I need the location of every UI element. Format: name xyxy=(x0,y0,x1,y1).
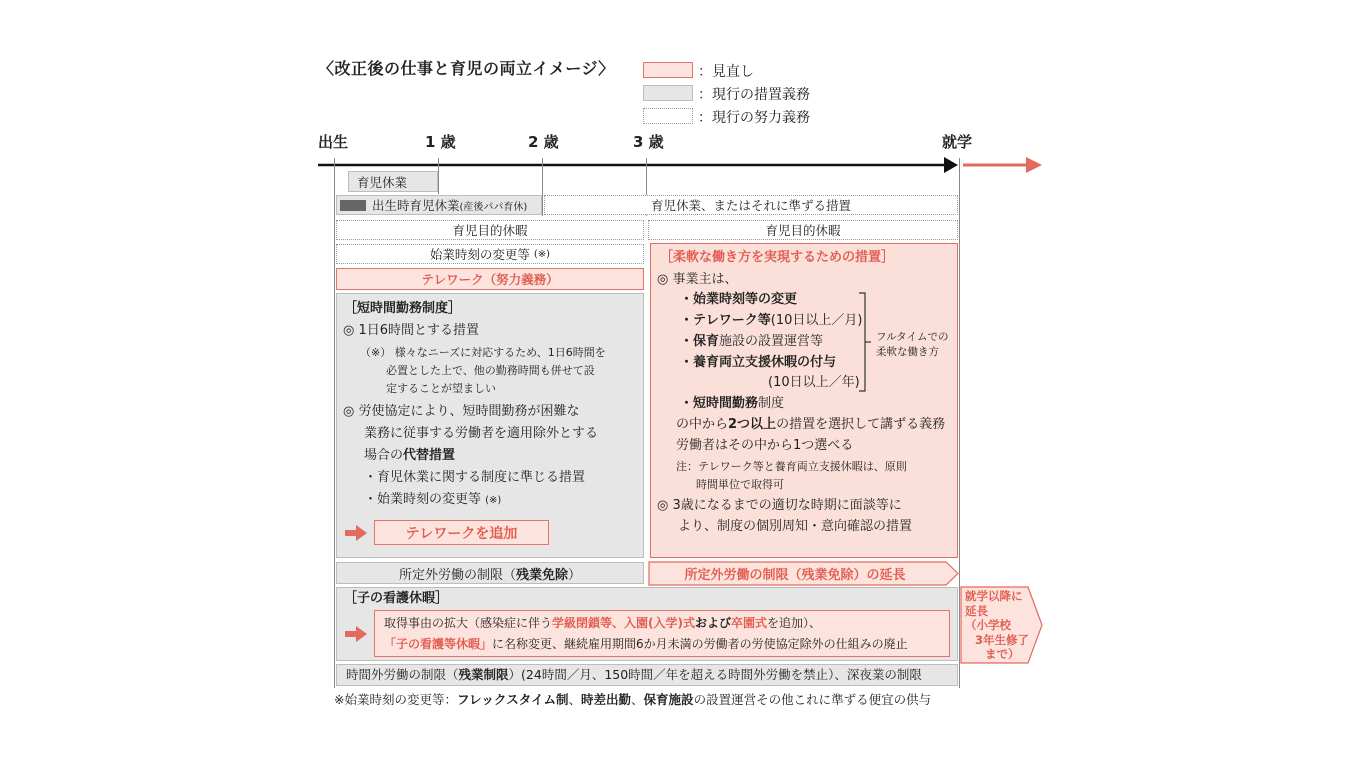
nursing-l1-e: を追加）、 xyxy=(767,616,822,630)
nursing-l2-b: に名称変更、継続雇用期間6か月未満の労働者の労使協定除外の仕組みの廃止 xyxy=(492,637,908,651)
overtime-limit-left xyxy=(336,562,644,584)
tick-age1 xyxy=(438,158,439,194)
legend-swatch-revision xyxy=(643,62,693,78)
short-hours-sub2-label: ・始業時刻の変更等 xyxy=(364,492,482,507)
footnote-b1: フレックスタイム制 xyxy=(456,692,569,707)
flexible-opt4-rest: (10日以上／年) xyxy=(768,375,860,390)
short-hours-item2-l1: ◎ 労使協定により、短時間勤務が困難な xyxy=(343,404,580,419)
arrow-right-icon xyxy=(345,625,369,643)
flexible-opt3-rest: 施設の設置運営等 xyxy=(719,334,824,349)
extend-l1: 就学以降に xyxy=(965,589,1023,603)
extend-l5: まで） xyxy=(985,647,1020,661)
bracket-note-l1: フルタイムでの xyxy=(876,331,949,343)
short-hours-item2-l3 xyxy=(364,446,455,466)
flexible-opt5-bold: ・短時間勤務 xyxy=(680,396,759,411)
legend-label-obligation: ：現行の措置義務 xyxy=(698,87,810,103)
footnote-b2: 時差出勤 xyxy=(581,692,632,707)
timeline-age3: 3 歳 xyxy=(633,133,664,151)
flexible-opt2-rest: (10日以上／月) xyxy=(770,313,863,328)
overtime-bottom-bold: 残業制限 xyxy=(458,667,509,682)
short-hours-item2-l2: 業務に従事する労働者を適用除外とする xyxy=(364,426,599,441)
flexible-opt4: ・養育両立支援休暇の付与 xyxy=(680,355,837,370)
start-time-change-label: 始業時刻の変更等 xyxy=(429,247,530,262)
nursing-l1-c: および xyxy=(695,616,732,630)
nursing-line2 xyxy=(384,634,908,654)
overtime-left-pre: 所定外労働の制限（ xyxy=(398,567,516,583)
birth-leave-label: 出生時育児休業 xyxy=(372,198,460,213)
tick-age2 xyxy=(542,158,543,216)
short-hours-sub1: ・育児休業に関する制度に準じる措置 xyxy=(364,470,586,485)
short-hours-item2-l3-bold: 代替措置 xyxy=(403,448,456,463)
flexible-interview-l2: より、制度の個別周知・意向確認の措置 xyxy=(678,519,913,534)
nursing-l1-b: 学級閉鎖等、入園(入学)式 xyxy=(552,616,695,630)
flexible-choose-pre: の中から xyxy=(676,417,729,432)
flexible-heading: ［柔軟な働き方を実現するための措置］ xyxy=(660,250,895,265)
flexible-opt3-bold: ・保育 xyxy=(680,334,720,349)
flexible-opt2-bold: ・テレワーク等 xyxy=(680,313,771,328)
timeline-school: 就学 xyxy=(942,133,973,151)
childcare-leave-label: 育児休業 xyxy=(357,174,408,190)
leave-or-equivalent: 育児休業、またはそれに準ずる措置 xyxy=(544,195,958,215)
timeline-age2: 2 歳 xyxy=(528,133,559,151)
short-hours-heading: ［短時間勤務制度］ xyxy=(344,301,462,316)
short-hours-note2: 必置とした上で、他の勤務時間も併せて設 xyxy=(386,364,595,377)
birth-leave-text xyxy=(372,195,527,215)
flexible-opt1: ・始業時刻等の変更 xyxy=(680,292,798,307)
flexible-note-l1: 注：テレワーク等と養育両立支援休暇は、原則 xyxy=(676,460,907,473)
overtime-bottom-text xyxy=(346,665,922,685)
flexible-interview-l1: ◎ 3歳になるまでの適切な時期に面談等に xyxy=(657,498,902,513)
extend-l2: 延長 xyxy=(965,603,988,618)
page-title: 〈改正後の仕事と育児の両立イメージ〉 xyxy=(318,59,615,78)
telework-effort-row: テレワーク（努力義務） xyxy=(336,268,644,290)
childcare-leave-bar xyxy=(348,171,438,192)
nursing-line1 xyxy=(384,613,821,633)
legend-label-revision: ：見直し xyxy=(698,64,754,80)
flexible-note-l2: 時間単位で取得可 xyxy=(696,478,784,491)
bracket-icon xyxy=(858,292,872,392)
short-hours-note1: （※） 様々なニーズに対応するため、1日6時間を xyxy=(360,346,606,359)
timeline-birth: 出生 xyxy=(318,133,349,151)
nursing-l1-a: 取得事由の拡大（感染症に伴う xyxy=(384,616,553,630)
footnote-pre: ※始業時刻の変更等： xyxy=(334,692,457,707)
legend-swatch-obligation xyxy=(643,85,693,101)
short-hours-item2-l3-pre: 場合の xyxy=(364,448,404,463)
overtime-left-bold: 残業免除 xyxy=(515,567,568,583)
short-hours-sub2 xyxy=(364,490,501,511)
extend-l4: 3年生修了 xyxy=(975,632,1030,647)
footnote-post: の設置運営その他これに準ずる便宜の供与 xyxy=(693,692,932,707)
flexible-choose-post: の措置を選択して講ずる義務 xyxy=(776,417,946,432)
footnote-b3: 保育施設 xyxy=(643,692,694,707)
flexible-opt2 xyxy=(680,311,862,331)
nursing-l1-d: 卒園式 xyxy=(731,616,768,630)
start-time-change-row xyxy=(336,244,644,264)
extend-l3: （小学校 xyxy=(965,618,1011,632)
overtime-limit-right: 所定外労働の制限（残業免除）の延長 xyxy=(684,567,906,583)
legend-label-effort: ：現行の努力義務 xyxy=(698,110,810,126)
flexible-opt3 xyxy=(680,332,823,352)
birth-leave-marker xyxy=(340,200,366,211)
flexible-opt5 xyxy=(680,394,784,414)
timeline-age1: 1 歳 xyxy=(425,133,456,151)
short-hours-item1: ◎ 1日6時間とする措置 xyxy=(343,323,480,338)
legend-swatch-effort xyxy=(643,108,693,124)
overtime-bottom-post: ）(24時間／月、150時間／年を超える時間外労働を禁止）、深夜業の制限 xyxy=(508,667,922,682)
flexible-worker-choose: 労働者はその中から1つ選べる xyxy=(676,438,854,453)
bracket-note xyxy=(876,330,948,360)
tick-birth xyxy=(334,158,335,688)
nursing-extension-text xyxy=(965,589,1029,662)
flexible-opt5-rest: 制度 xyxy=(758,396,785,411)
start-time-change-mark: (※) xyxy=(533,248,551,260)
footnote xyxy=(334,690,931,710)
nursing-heading: ［子の看護休暇］ xyxy=(344,591,449,606)
footnote-s1: 、 xyxy=(568,692,582,707)
purpose-leave-right: 育児目的休暇 xyxy=(648,220,958,240)
nursing-l2-a: 「子の看護等休暇」 xyxy=(384,637,493,651)
arrow-right-icon xyxy=(345,524,369,542)
purpose-leave-left: 育児目的休暇 xyxy=(336,220,644,240)
short-hours-sub2-mark: (※) xyxy=(485,495,502,506)
overtime-left-post: ） xyxy=(568,567,582,583)
footnote-s2: 、 xyxy=(631,692,644,707)
birth-leave-note: (産後パパ育休) xyxy=(459,201,528,213)
bracket-note-l2: 柔軟な働き方 xyxy=(876,346,939,358)
overtime-bottom-pre: 時間外労働の制限（ xyxy=(346,667,459,682)
flexible-employer: ◎ 事業主は、 xyxy=(657,272,738,287)
add-telework-box: テレワークを追加 xyxy=(374,520,549,545)
flexible-choose-bold: 2つ以上 xyxy=(728,417,777,432)
short-hours-note3: 定することが望ましい xyxy=(386,382,496,395)
flexible-choose xyxy=(676,415,945,435)
